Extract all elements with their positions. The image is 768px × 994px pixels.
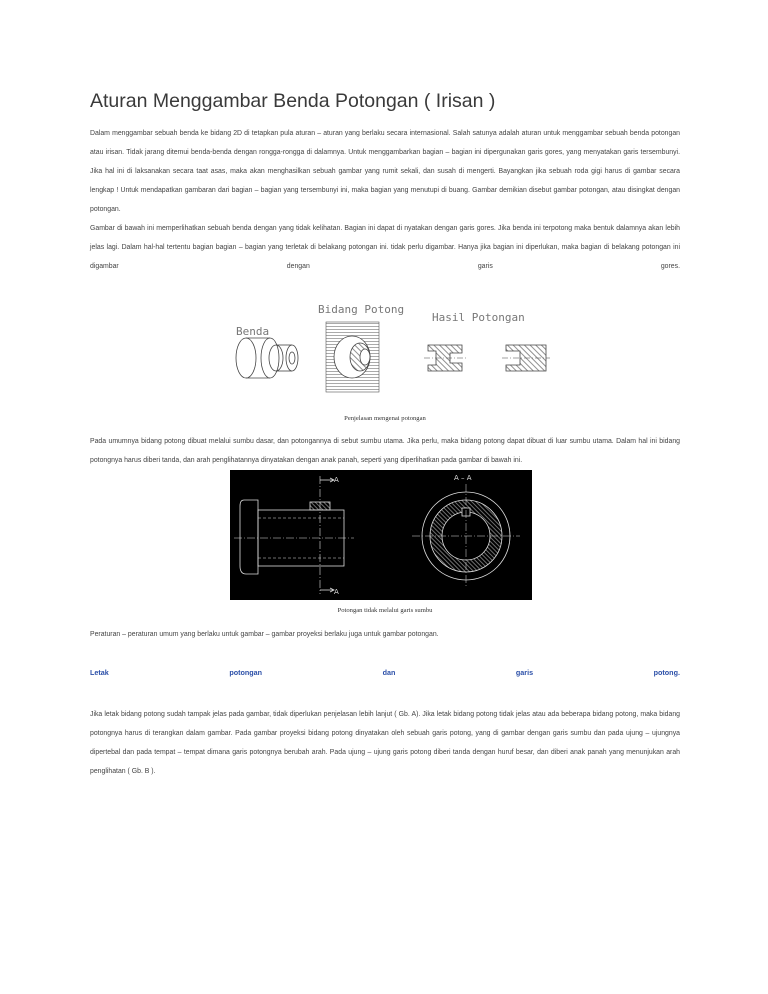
section-result-2	[502, 345, 550, 371]
paragraph-intro	[90, 124, 680, 219]
text-line: atau irisan. Tidak jarang ditemui benda-benda dengan rongga-rongga di dalamnya. Untuk menggambarkan bagian – bagian ini dipergunakan garis gores, yang menyatakan garis tersembunyi.	[90, 149, 680, 156]
text-line: potongnya harus diberi tanda, dan arah penglihatannya dinyatakan dengan anak panah, seperti yang diperlihatkan pada gambar di bawah ini.	[90, 457, 523, 464]
text-line: dipertebal dan pada tempat – tempat dimana garis potongnya berubah arah. Pada ujung – ujung garis potong diberi tanda dengan huruf besar, dan diberi anak panah yang menunjukan arah	[90, 749, 680, 756]
paragraph-rules	[90, 625, 680, 644]
text-line: Jika hal ini di laksanakan secara taat asas, maka akan menghasilkan sebuah gambar yang rumit sekali, dan susah di mengerti. Bayangkan jika sebuah roda gigi harus di gambar secara	[90, 168, 680, 175]
text-line: penglihatan ( Gb. B ).	[90, 768, 156, 775]
section-illustration	[200, 295, 560, 395]
label-a-top: A	[334, 476, 339, 484]
label-hasil-potongan: Hasil Potongan	[432, 311, 525, 324]
text-line: potongnya harus di terangkan dalam gambar. Pada gambar proyeksi bidang potong dinyatakan oleh sebuah garis potong, yang di gambar dengan garis sumbu dan pada ujung – ujungnya	[90, 730, 680, 737]
label-a-bottom: A	[334, 588, 339, 596]
paragraph-placement	[90, 705, 680, 781]
heading-word: potong.	[653, 668, 680, 677]
paragraph-figure-intro	[90, 219, 680, 276]
heading-word: potongan	[229, 668, 263, 677]
paragraph-cutting-plane	[90, 432, 680, 470]
figure-caption-1: Penjelasan mengenai potongan	[344, 415, 426, 422]
heading-word: garis	[515, 668, 534, 677]
cutting-plane-drawing	[326, 322, 379, 392]
side-view	[234, 476, 354, 594]
text-line: lengkap ! Untuk mendapatkan gambaran dari bagian – bagian yang tersembunyi ini, maka bagian yang menutupi di buang. Gambar demikian disebut gambar potongan, atau disingkat dengan	[90, 187, 680, 194]
text-line: Gambar di bawah ini memperlihatkan sebuah benda dengan yang tidak kelihatan. Bagian ini dapat di nyatakan dengan garis gores. Jika benda ini terpotong maka bentuk dalamnya akan lebih	[90, 225, 680, 232]
section-heading	[90, 668, 680, 677]
figure-caption-2: Potongan tidak melalui garis sumbu	[337, 607, 433, 614]
section-result-1	[424, 345, 466, 371]
text-line: digambar dengan garis gores.	[90, 263, 680, 270]
text-line: jelas lagi. Dalam hal-hal tertentu bagian bagian – bagian yang terletak di belakang potongan ini. tidak perlu digambar. Hanya jika bagian ini diperlukan, maka bagian di belakang potongan ini	[90, 244, 680, 251]
section-view	[412, 484, 520, 588]
text-line: Jika letak bidang potong sudah tampak jelas pada gambar, tidak diperlukan penjelasan lebih lanjut ( Gb. A). Jika letak bidang potong tidak jelas atau ada beberapa bidang potong, maka bidang	[90, 711, 680, 718]
label-bidang-potong: Bidang Potong	[318, 303, 405, 316]
page-title: Aturan Menggambar Benda Potongan ( Irisan )	[90, 90, 496, 112]
label-benda: Benda	[236, 325, 270, 338]
cad-section-drawing	[230, 470, 532, 600]
object-drawing	[236, 338, 298, 378]
heading-word: dan	[382, 668, 396, 677]
text-line: Peraturan – peraturan umum yang berlaku untuk gambar – gambar proyeksi berlaku juga untuk gambar potongan.	[90, 631, 439, 638]
text-line: Pada umumnya bidang potong dibuat melalui sumbu dasar, dan potongannya di sebut sumbu utama. Jika perlu, maka bidang potong dapat dibuat di luar sumbu utama. Dalam hal ini bidang	[90, 438, 680, 445]
heading-word: Letak	[90, 668, 109, 677]
text-line: potongan.	[90, 206, 121, 213]
label-a-a: A – A	[454, 474, 472, 482]
text-line: Dalam menggambar sebuah benda ke bidang 2D di tetapkan pula aturan – aturan yang berlaku secara internasional. Salah satunya adalah aturan untuk menggambar sebuah benda potongan	[90, 130, 680, 137]
